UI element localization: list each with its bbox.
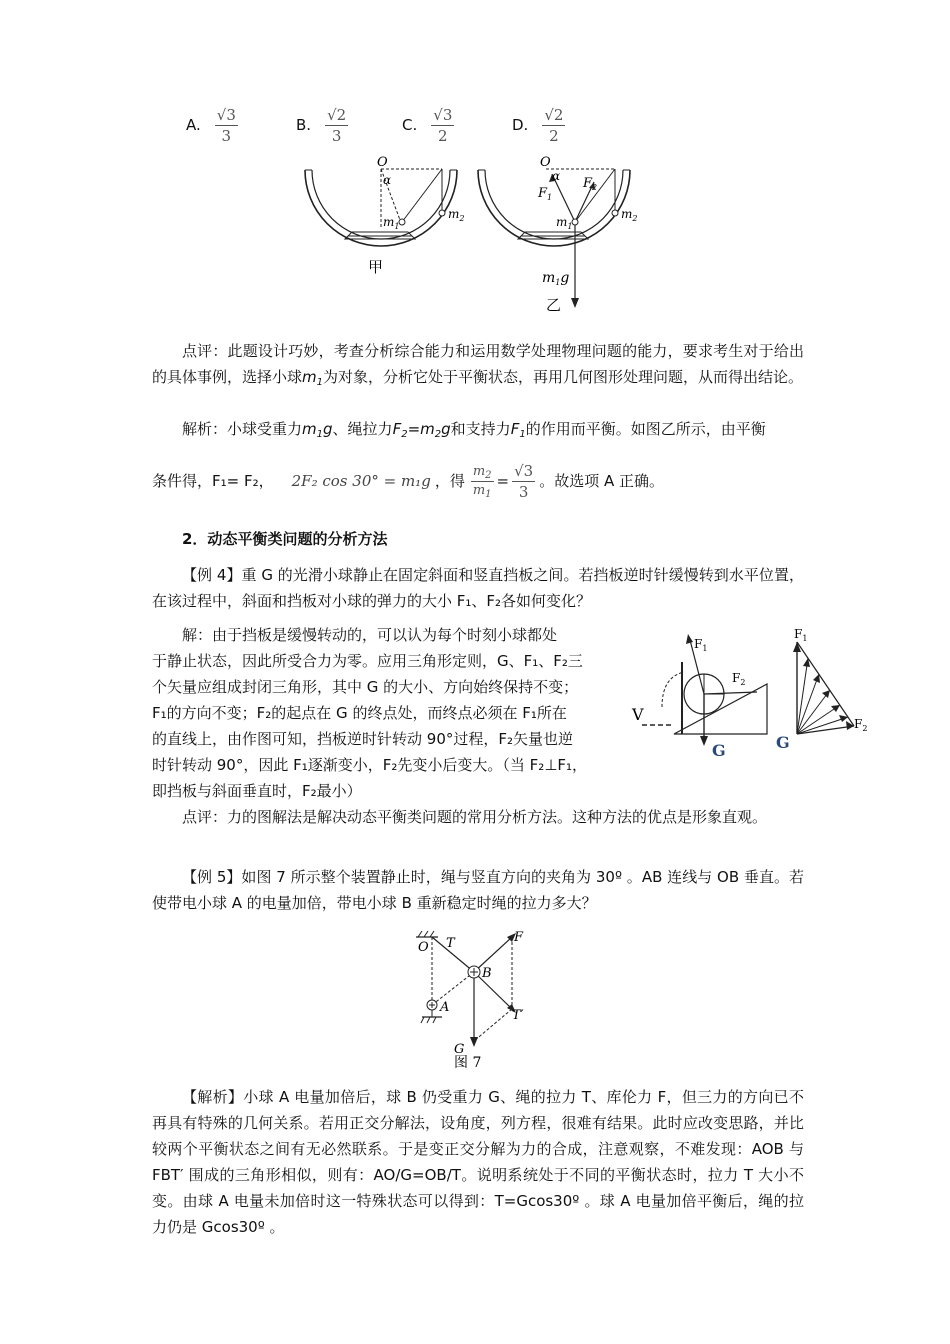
analysis-paragraph-5: 【解析】小球 A 电量加倍后，球 B 仍受重力 G、绳的拉力 T、库伦力 F，但三力的方向已不再具有特殊的几何关系。若用正交分解法，设角度，列方程，很难有结果。此时应改变思路，并比较两个平衡状态之间有无必然联系。于是变正交分解为力的合成，注意观察，不难发现：AOB 与 FBT′ 围成的三角形相似，则有：AO/G=OB/T。说明系统处于不同的平衡状态时，拉力 T 大小不变。由球 A 电量未加倍时这一特殊状态可以得到：T=Gcos30º 。球 A 电量加倍平衡后，绳的拉力仍是 Gcos30º 。: [152, 1088, 804, 1236]
label-f2: $F_2$: [732, 671, 746, 687]
comment-paragraph-4: 点评：力的图解法是解决动态平衡类问题的常用分析方法。这种方法的优点是形象直观。: [182, 808, 768, 826]
label-m1: $m_1$: [556, 215, 573, 231]
bowl-yi: [478, 155, 637, 314]
label-f1: $F_1$: [538, 186, 553, 202]
label-m1g: $m_1g$: [542, 270, 570, 287]
f2-symbol: $F_2=m_2g$: [392, 420, 451, 440]
radicand: 3: [442, 105, 453, 124]
analysis-equation-line: [152, 456, 812, 506]
option-label: A.: [186, 116, 201, 134]
analysis-text: 解析：小球受重力: [182, 420, 303, 438]
label-f1: $F_1$: [694, 637, 708, 653]
fraction: [325, 105, 348, 146]
example-5: 【例 5】如图 7 所示整个装置静止时，绳与竖直方向的夹角为 30º 。AB 连线与 OB 垂直。若使带电小球 A 的电量加倍，带电小球 B 重新稳定时绳的拉力多大？: [152, 868, 804, 912]
fraction-numerator: √3: [514, 461, 534, 480]
section-title: 2．动态平衡类问题的分析方法: [182, 530, 388, 548]
fraction-denominator: 3: [221, 126, 232, 145]
solution-4: [152, 622, 622, 804]
result-fraction: [512, 461, 535, 502]
label-f1: $F_1$: [794, 627, 808, 643]
fraction: [542, 105, 565, 146]
analysis-text: ，得: [434, 472, 465, 490]
label-o: O: [540, 155, 551, 170]
option-a: [186, 100, 238, 150]
caption-jia: 甲: [368, 258, 384, 276]
analysis-text: 、绳拉力: [332, 420, 393, 438]
label-o: O: [377, 155, 388, 170]
radicand: 2: [553, 105, 564, 124]
fraction-numerator: $m_2$: [472, 463, 492, 481]
incline-diagram: [631, 634, 767, 760]
option-label: C.: [402, 116, 418, 134]
label-t: T: [446, 936, 455, 951]
figure-7: [408, 925, 538, 1070]
fraction-numerator: √2: [544, 105, 564, 124]
label-g: G: [454, 1042, 465, 1057]
vector-triangle-diagram: [776, 627, 867, 752]
fraction: [431, 105, 454, 146]
label-t-prime: T′: [512, 1008, 524, 1023]
fraction-numerator: √3: [216, 105, 236, 124]
equation-balance: 2F₂ cos 30° = m₁g: [291, 472, 431, 490]
option-d: [512, 100, 565, 150]
option-c: [402, 100, 454, 150]
solution-line: 的直线上，由作图可知，挡板逆时针转动 90°过程，F₂矢量也逆: [152, 730, 573, 748]
radicand: 3: [523, 461, 534, 480]
analysis-text: 的作用而平衡。如图乙所示，由平衡: [525, 420, 766, 438]
analysis-paragraph-1: [152, 416, 804, 442]
solution-line: 于静止状态，因此所受合力为零。应用三角形定则，G、F₁、F₂三: [152, 652, 583, 670]
caption-yi: 乙: [546, 296, 562, 314]
bowl-figure: [290, 152, 650, 317]
fraction-numerator: √3: [433, 105, 453, 124]
equation-f1-f2: F₁= F₂，: [212, 472, 274, 490]
label-m1: $m_1$: [383, 215, 400, 231]
equals-sign: =: [496, 472, 510, 490]
label-b: B: [482, 966, 492, 981]
analysis-text: 。故选项 A 正确。: [539, 472, 665, 490]
label-g: G: [776, 733, 790, 752]
incline-figure: [622, 622, 882, 762]
option-label: B.: [296, 116, 312, 134]
label-alpha: α: [552, 169, 561, 183]
comment-paragraph-1: [152, 338, 804, 390]
option-b: [296, 100, 348, 150]
analysis-text: 和支持力: [450, 420, 511, 438]
solution-line: 即挡板与斜面垂直时，F₂最小）: [152, 782, 362, 800]
option-label: D.: [512, 116, 529, 134]
label-m2: $m_2$: [621, 207, 638, 223]
f1-symbol: $F_1$: [510, 420, 526, 440]
label-m2: $m_2$: [448, 207, 465, 223]
fraction-denominator: 3: [518, 482, 529, 501]
fraction-denominator: 2: [438, 126, 448, 145]
analysis-text: 条件得，: [152, 472, 213, 490]
m1g-symbol: $m_1g$: [302, 420, 333, 440]
fraction-denominator: $m_1$: [472, 482, 492, 500]
solution-line: 个矢量应组成封闭三角形，其中 G 的大小、方向始终保持不变；: [152, 678, 579, 696]
comment-text: 点评：此题设计巧妙，考查分析综合能力和运用数学处理物理问题的能力，要求考生对于给出的具体事例，选择小球: [152, 342, 804, 386]
solution-line: F₁的方向不变；F₂的起点在 G 的终点处，而终点必须在 F₁所在: [152, 704, 567, 722]
label-g: G: [712, 741, 726, 760]
m1-symbol: $m_1$: [302, 368, 324, 388]
label-o: O: [418, 940, 429, 955]
fraction-denominator: 2: [549, 126, 559, 145]
label-f: F: [514, 930, 524, 945]
rotation-mark: V: [632, 705, 644, 724]
label-a: A: [440, 1000, 450, 1015]
radicand: 3: [226, 105, 236, 124]
solution-line: 时针转动 90°，因此 F₁逐渐变小，F₂先变小后变大。（当 F₂⊥F₁，: [152, 756, 588, 774]
example-4: 【例 4】重 G 的光滑小球静止在固定斜面和竖直挡板之间。若挡板逆时针缓慢转到水平位置，在该过程中，斜面和挡板对小球的弹力的大小 F₁、F₂各如何变化？: [152, 566, 804, 610]
ratio-fraction: [471, 463, 494, 500]
fraction: [215, 105, 238, 146]
label-f2: $F_2$: [854, 717, 868, 733]
fraction-numerator: √2: [327, 105, 347, 124]
bowl-jia: [305, 155, 464, 276]
comment-text-cont: 为对象，分析它处于平衡状态，再用几何图形处理问题，从而得出结论。: [323, 368, 804, 386]
label-f2: $F_2$: [583, 176, 598, 192]
caption-figure-7: 图 7: [454, 1055, 482, 1070]
label-alpha: α: [383, 173, 392, 187]
solution-line: 解：由于挡板是缓慢转动的，可以认为每个时刻小球都处: [182, 626, 558, 644]
radicand: 2: [336, 105, 347, 124]
fraction-denominator: 3: [331, 126, 342, 145]
